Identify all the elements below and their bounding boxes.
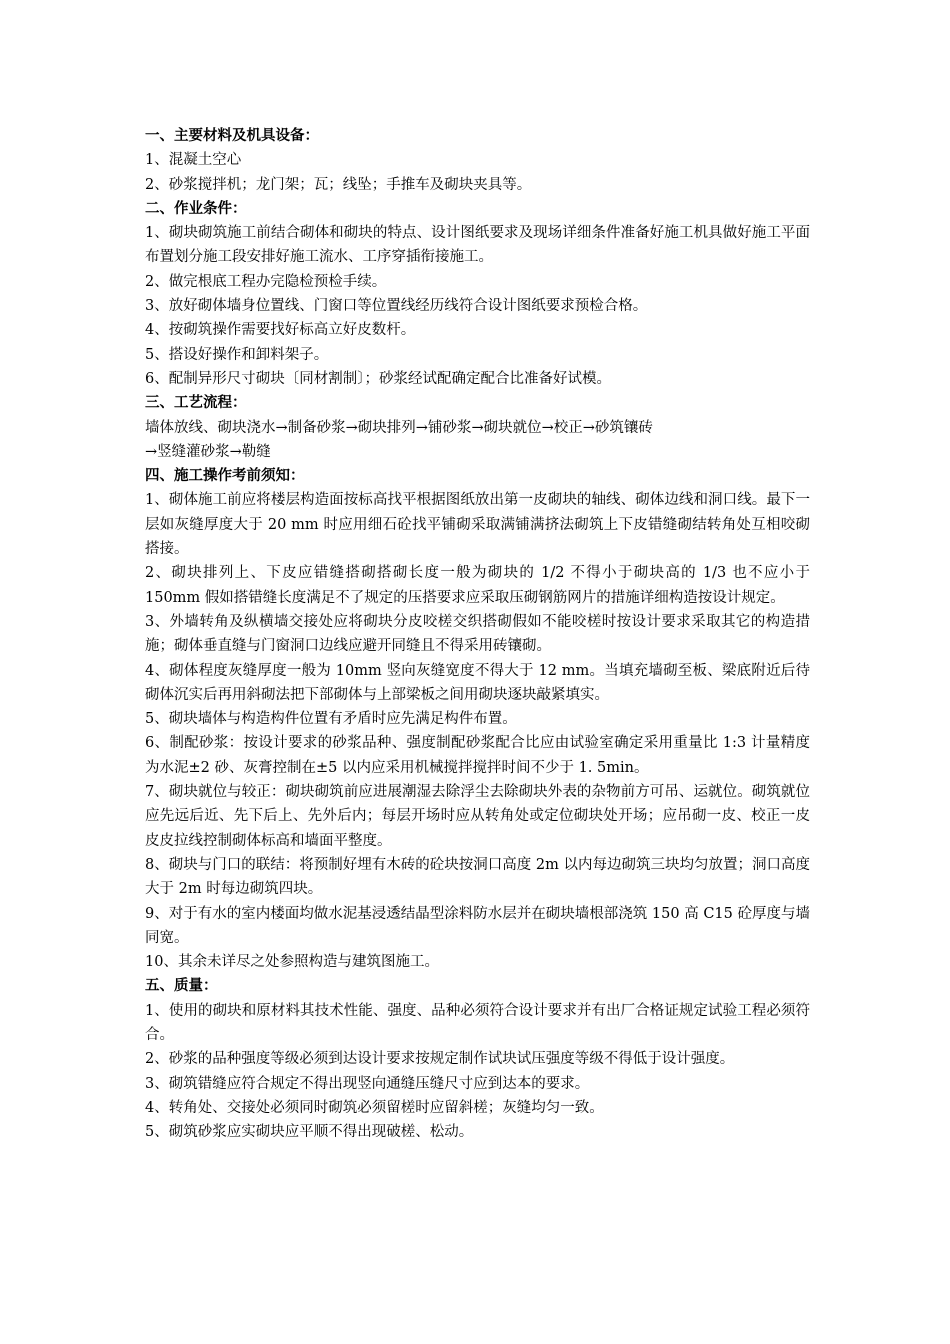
paragraph: →竖缝灌砂浆→勒缝 <box>145 443 271 460</box>
paragraph: 3、放好砌体墙身位置线、门窗口等位置线经历线符合设计图纸要求预检合格。 <box>145 298 648 315</box>
document-body <box>145 124 810 1144</box>
paragraph: 1、使用的砌块和原材料其技术性能、强度、品种必须符合设计要求并有出厂合格证规定试验工程必须符合。 <box>145 1002 810 1043</box>
paragraph: 9、对于有水的室内楼面均做水泥基浸透结晶型涂料防水层并在砌块墙根部浇筑 150 高 C15 砼厚度与墙同宽。 <box>145 905 810 946</box>
paragraph: 1、混凝土空心 <box>145 152 242 169</box>
section-heading-materials: 一、主要材料及机具设备： <box>145 127 319 144</box>
paragraph: 2、做完根底工程办完隐检预检手续。 <box>145 273 387 290</box>
paragraph: 6、配制异形尺寸砌块〔同材割制〕；砂浆经试配确定配合比准备好试模。 <box>145 370 611 387</box>
section-heading-process: 三、工艺流程： <box>145 394 247 412</box>
paragraph: 3、外墙转角及纵横墙交接处应将砌块分皮咬槎交织搭砌假如不能咬槎时按设计要求采取其它的构造措施；砌体垂直缝与门窗洞口边线应避开同缝且不得采用砖镶砌。 <box>145 613 810 655</box>
paragraph: 1、砌块砌筑施工前结合砌体和砌块的特点、设计图纸要求及现场详细条件准备好施工机具做好施工平面布置划分施工段安排好施工流水、工序穿插衔接施工。 <box>145 225 810 266</box>
paragraph: 4、按砌筑操作需要找好标高立好皮数杆。 <box>145 322 416 339</box>
paragraph: 2、砂浆搅拌机；龙门架；瓦；线坠；手推车及砌块夹具等。 <box>145 176 532 193</box>
paragraph: 4、砌体程度灰缝厚度一般为 10mm 竖向灰缝宽度不得大于 12 mm。当填充墙砌至板、梁底附近后待砌体沉实后再用斜砌法把下部砌体与上部梁板之间用砌块逐块敲紧填实。 <box>145 662 810 703</box>
paragraph: 1、砌体施工前应将楼层构造面按标高找平根据图纸放出第一皮砌块的轴线、砌体边线和洞口线。最下一层如灰缝厚度大于 20 mm 时应用细石砼找平铺砌采取满铺满挤法砌筑上下皮错缝砌结转角处互相咬砌搭接。 <box>145 492 810 558</box>
paragraph: 10、其余未详尽之处参照构造与建筑图施工。 <box>145 954 439 971</box>
paragraph: 5、砌块墙体与构造构件位置有矛盾时应先满足构件布置。 <box>145 711 517 728</box>
paragraph: 6、制配砂浆：按设计要求的砂浆品种、强度制配砂浆配合比应由试验室确定采用重量比 1:3 计量精度为水泥±2 砂、灰膏控制在±5 以内应采用机械搅拌搅拌时间不少于 1. 5min。 <box>145 735 810 776</box>
paragraph: 8、砌块与门口的联结：将预制好埋有木砖的砼块按洞口高度 2m 以内每边砌筑三块均匀放置；洞口高度大于 2m 时每边砌筑四块。 <box>145 856 810 898</box>
paragraph: 2、砌块排列上、下皮应错缝搭砌搭砌长度一般为砌块的 1/2 不得小于砌块高的 1/3 也不应小于 150mm 假如搭错缝长度满足不了规定的压搭要求应采取压砌钢筋网片的措施详细构造按设计规定。 <box>145 565 810 606</box>
section-heading-conditions: 二、作业条件： <box>145 199 247 217</box>
paragraph: 7、砌块就位与较正：砌块砌筑前应进展潮湿去除浮尘去除砌块外表的杂物前方可吊、运就位。砌筑就位应先远后近、先下后上、先外后内；每层开场时应从转角处或定位砌块处开场；应吊砌一皮、校正一皮皮皮拉线控制砌体标高和墙面平整度。 <box>145 784 810 849</box>
section-heading-notes: 四、施工操作考前须知： <box>145 467 305 485</box>
paragraph: 5、砌筑砂浆应实砌块应平顺不得出现破槎、松动。 <box>145 1124 474 1141</box>
paragraph: 2、砂浆的品种强度等级必须到达设计要求按规定制作试块试压强度等级不得低于设计强度。 <box>145 1051 735 1068</box>
section-heading-quality: 五、质量： <box>145 977 218 995</box>
paragraph: 4、转角处、交接处必须同时砌筑必须留槎时应留斜槎；灰缝均匀一致。 <box>145 1099 604 1116</box>
paragraph: 5、搭设好操作和卸料架子。 <box>145 346 329 363</box>
paragraph: 墙体放线、砌块浇水→制备砂浆→砌块排列→铺砂浆→砌块就位→校正→砂筑镶砖 <box>145 419 653 436</box>
paragraph: 3、砌筑错缝应符合规定不得出现竖向通缝压缝尺寸应到达本的要求。 <box>145 1075 590 1092</box>
